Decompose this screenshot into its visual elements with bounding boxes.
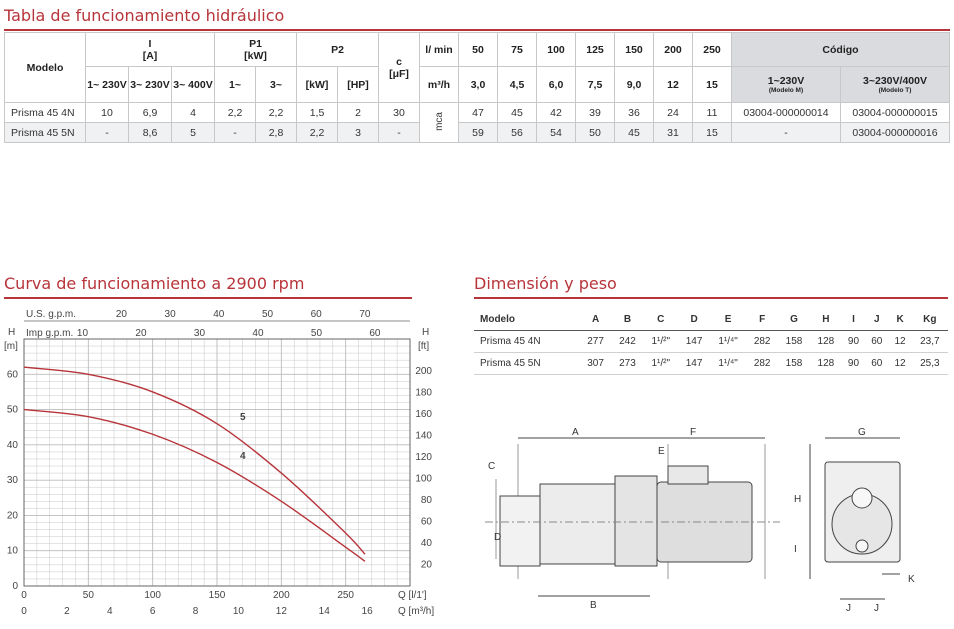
y-tick-ft: 40 bbox=[420, 537, 432, 549]
dim-head-a: A bbox=[580, 310, 612, 330]
x-tick-m3: 4 bbox=[106, 606, 113, 617]
dimensions-title: Dimensión y peso bbox=[474, 274, 617, 293]
x-tick-m3: 12 bbox=[275, 606, 287, 617]
dimensions-table bbox=[474, 310, 948, 375]
flow-lmin-0: 50 bbox=[459, 33, 498, 67]
table-row: Prisma 45 4N 10 6,9 4 2,2 2,2 1,5 2 30 mca 47 45 42 39 36 24 11 03004-000000014 03004-000000015 bbox=[5, 103, 950, 123]
x-tick-impgpm: 10 bbox=[76, 328, 89, 339]
i-sub-2: 3~ 400V bbox=[172, 67, 215, 103]
flow-lmin-4: 150 bbox=[615, 33, 654, 67]
p1-sub-1: 3~ bbox=[256, 67, 297, 103]
x-tick-l: 0 bbox=[21, 590, 27, 601]
y-tick-ft: 180 bbox=[415, 387, 432, 399]
y-tick-ft: 200 bbox=[415, 365, 432, 377]
dim-label-j2: J bbox=[874, 603, 879, 614]
pump-body bbox=[540, 484, 615, 564]
x-tick-usgpm: 40 bbox=[213, 309, 225, 320]
y-tick-m: 20 bbox=[6, 510, 18, 522]
x-tick-l: 100 bbox=[144, 590, 162, 601]
flow-m3h-6: 15 bbox=[693, 67, 732, 103]
curve-label-4: 4 bbox=[239, 450, 246, 462]
hydraulic-table bbox=[4, 32, 950, 143]
flow-lmin-6: 250 bbox=[693, 33, 732, 67]
x-tick-m3: 10 bbox=[232, 606, 245, 617]
col-modelo: Modelo bbox=[5, 33, 86, 103]
dim-head-i: I bbox=[842, 310, 865, 330]
x-tick-m3: 14 bbox=[318, 606, 330, 617]
dim-label-i: I bbox=[794, 544, 797, 555]
x-tick-impgpm: 50 bbox=[310, 328, 323, 339]
p2-sub-0: [kW] bbox=[297, 67, 338, 103]
x-tick-m3: 16 bbox=[361, 606, 373, 617]
curve-title: Curva de funcionamiento a 2900 rpm bbox=[4, 274, 305, 293]
x-tick-usgpm: 20 bbox=[115, 309, 127, 320]
dim-head-j: J bbox=[865, 310, 888, 330]
h-unit-m: [m] bbox=[4, 341, 18, 352]
dim-head-modelo: Modelo bbox=[474, 310, 580, 330]
y-tick-m: 60 bbox=[6, 369, 18, 381]
impgpm-label: Imp g.p.m. bbox=[26, 328, 74, 339]
dim-label-d: D bbox=[494, 532, 502, 543]
i-sub-0: 1~ 230V bbox=[86, 67, 129, 103]
x-tick-impgpm: 30 bbox=[193, 328, 206, 339]
h-label-right: H bbox=[422, 327, 430, 338]
x-label-l: Q [l/1'] bbox=[398, 590, 427, 601]
dim-head-c: C bbox=[643, 310, 678, 330]
flow-lmin-2: 100 bbox=[537, 33, 576, 67]
x-tick-usgpm: 30 bbox=[164, 309, 176, 320]
curve-label-5: 5 bbox=[239, 412, 246, 424]
p1-sub-0: 1~ bbox=[215, 67, 256, 103]
col-code-t: 3~230V/400V (Modelo T) bbox=[841, 67, 950, 103]
pump-front-outlet bbox=[852, 488, 872, 508]
x-tick-m3: 8 bbox=[192, 606, 199, 617]
dim-label-b: B bbox=[590, 600, 597, 611]
p2-sub-1: [HP] bbox=[338, 67, 379, 103]
y-tick-m: 50 bbox=[6, 404, 18, 416]
flow-m3h-4: 9,0 bbox=[615, 67, 654, 103]
mca-unit: mca bbox=[420, 103, 459, 143]
performance-curve-chart bbox=[0, 299, 460, 629]
col-lmin: l/ min bbox=[420, 33, 459, 67]
x-tick-impgpm: 40 bbox=[252, 328, 264, 339]
col-m3h: m³/h bbox=[420, 67, 459, 103]
dim-head-h: H bbox=[810, 310, 842, 330]
col-codigo: Código bbox=[732, 33, 950, 67]
pump-flange bbox=[500, 496, 540, 566]
x-tick-usgpm: 70 bbox=[359, 309, 371, 320]
dim-head-b: B bbox=[612, 310, 644, 330]
flow-lmin-1: 75 bbox=[498, 33, 537, 67]
x-tick-m3: 0 bbox=[21, 606, 27, 617]
flow-lmin-5: 200 bbox=[654, 33, 693, 67]
dim-label-k: K bbox=[908, 574, 915, 585]
dim-label-j1: J bbox=[846, 603, 851, 614]
dim-head-kg: Kg bbox=[912, 310, 948, 330]
x-tick-m3: 6 bbox=[149, 606, 156, 617]
col-code-m: 1~230V (Modelo M) bbox=[732, 67, 841, 103]
dim-head-d: D bbox=[678, 310, 710, 330]
y-tick-m: 0 bbox=[12, 581, 18, 592]
table-row: Prisma 45 5N 307 273 1¹/²" 147 1¹/⁴" 282 158 128 90 60 12 25,3 bbox=[474, 352, 948, 374]
dim-label-c: C bbox=[488, 461, 496, 472]
x-label-m3: Q [m³/h] bbox=[398, 606, 435, 617]
x-tick-l: 250 bbox=[337, 590, 355, 601]
col-p1: P1 [kW] bbox=[215, 33, 297, 67]
usgpm-label: U.S. g.p.m. bbox=[26, 309, 77, 320]
flow-m3h-2: 6,0 bbox=[537, 67, 576, 103]
y-tick-m: 40 bbox=[6, 439, 18, 451]
pump-stages bbox=[615, 476, 657, 566]
col-i: I [A] bbox=[86, 33, 215, 67]
x-tick-m3: 2 bbox=[64, 606, 70, 617]
y-tick-ft: 160 bbox=[415, 408, 432, 420]
flow-lmin-3: 125 bbox=[576, 33, 615, 67]
dim-label-h: H bbox=[794, 494, 802, 505]
dim-head-k: K bbox=[888, 310, 911, 330]
y-tick-ft: 120 bbox=[415, 451, 432, 463]
flow-m3h-0: 3,0 bbox=[459, 67, 498, 103]
y-tick-ft: 80 bbox=[420, 494, 432, 506]
dim-head-g: G bbox=[778, 310, 810, 330]
y-tick-ft: 100 bbox=[415, 473, 432, 485]
dim-label-g: G bbox=[858, 427, 866, 438]
dim-label-e: E bbox=[658, 446, 665, 457]
table-row: Prisma 45 4N 277 242 1¹/²" 147 1¹/⁴" 282 158 128 90 60 12 23,7 bbox=[474, 330, 948, 352]
x-tick-impgpm: 60 bbox=[369, 328, 381, 339]
y-tick-m: 10 bbox=[6, 545, 18, 557]
x-tick-impgpm: 20 bbox=[135, 328, 147, 339]
dim-label-a: A bbox=[572, 427, 579, 438]
i-sub-1: 3~ 230V bbox=[129, 67, 172, 103]
terminal-box bbox=[668, 466, 708, 484]
table-row: Prisma 45 5N - 8,6 5 - 2,8 2,2 3 - 59 56 54 50 45 31 15 - 03004-000000016 bbox=[5, 123, 950, 143]
x-tick-l: 200 bbox=[272, 590, 290, 601]
dim-head-f: F bbox=[746, 310, 778, 330]
flow-m3h-3: 7,5 bbox=[576, 67, 615, 103]
x-tick-l: 50 bbox=[82, 590, 94, 601]
y-tick-ft: 60 bbox=[420, 516, 432, 528]
series-line-4 bbox=[24, 410, 365, 562]
pump-front-drain bbox=[856, 540, 868, 552]
x-tick-usgpm: 60 bbox=[310, 309, 322, 320]
pump-dimension-drawing bbox=[480, 424, 950, 624]
dimensions-title-rule bbox=[474, 297, 948, 299]
y-tick-ft: 20 bbox=[420, 559, 432, 571]
dim-label-f: F bbox=[690, 427, 697, 438]
y-tick-ft: 140 bbox=[415, 430, 432, 442]
hydraulic-table-title: Tabla de funcionamiento hidráulico bbox=[4, 6, 285, 25]
h-unit-ft: [ft] bbox=[418, 341, 430, 352]
h-label-left: H bbox=[8, 327, 16, 338]
title-rule bbox=[4, 29, 950, 31]
y-tick-m: 30 bbox=[6, 475, 18, 487]
x-tick-l: 150 bbox=[208, 590, 226, 601]
col-c: c [μF] bbox=[379, 33, 420, 103]
flow-m3h-5: 12 bbox=[654, 67, 693, 103]
flow-m3h-1: 4,5 bbox=[498, 67, 537, 103]
col-p2: P2 bbox=[297, 33, 379, 67]
x-tick-usgpm: 50 bbox=[261, 309, 274, 320]
dim-head-e: E bbox=[710, 310, 746, 330]
